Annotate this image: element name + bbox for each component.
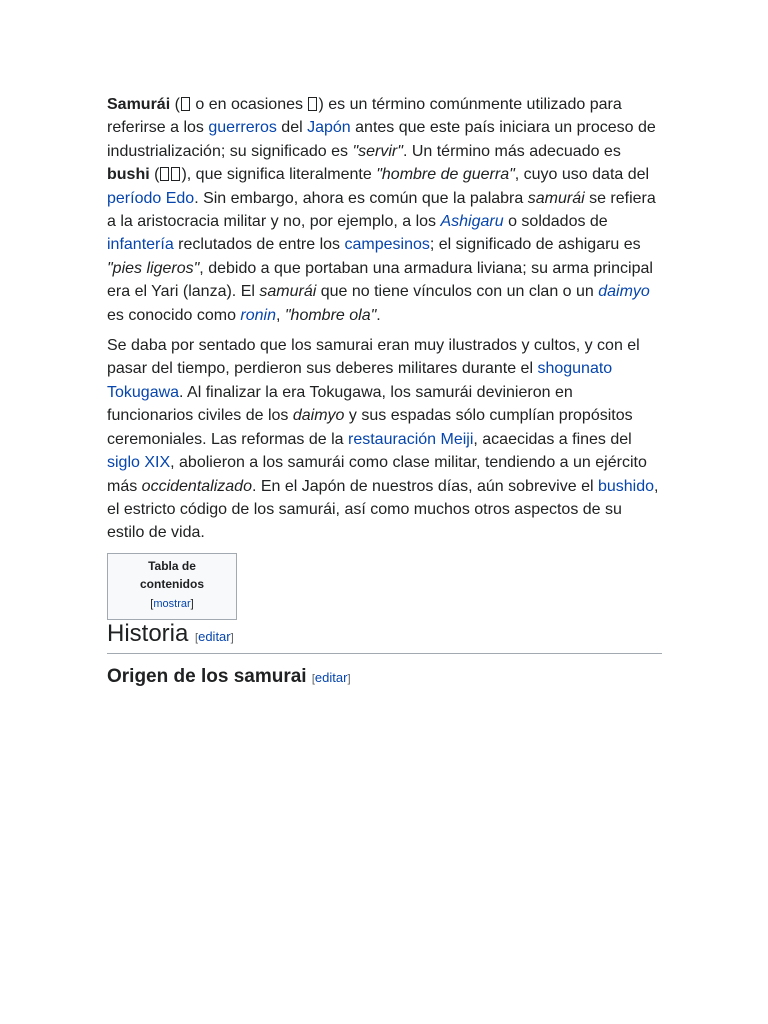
text-span: , abolieron a los samurái como clase militar, tendiendo a un ejército más [107, 454, 647, 495]
text-span: o en ocasiones [190, 96, 308, 113]
link-periodo-edo[interactable]: período Edo [107, 189, 195, 207]
text-span: . Sin embargo, ahora es común que la palabra [194, 189, 528, 207]
article-content [107, 93, 662, 692]
text-span: . En el Japón de nuestros días, aún sobrevive el [251, 477, 598, 495]
text-span: ( [170, 96, 180, 113]
edit-link-historia[interactable]: editar [198, 628, 231, 644]
text-span: , acaecidas a fines del [473, 430, 632, 448]
intro-paragraph-1 [107, 93, 662, 327]
text-span: . [376, 306, 381, 324]
term-samurai-italic: samurái [259, 283, 317, 301]
text-span: , [275, 306, 285, 324]
text-span: reclutados de entre los [173, 236, 345, 254]
cjk-glyph-icon [308, 97, 317, 111]
cjk-glyph-icon [181, 97, 190, 111]
link-guerreros[interactable]: guerreros [208, 119, 277, 137]
toc-toggle [115, 593, 229, 615]
section-heading-historia [107, 619, 662, 654]
bracket-open: [ [311, 672, 315, 685]
term-bushi: bushi [107, 166, 150, 184]
text-span: antes que este país iniciara un proceso de industrialización; su significado es [107, 119, 656, 160]
link-japon[interactable]: Japón [307, 119, 351, 137]
text-span: o soldados de [503, 213, 608, 231]
term-occidentalizado: occidentalizado [141, 477, 252, 495]
edit-section [195, 629, 234, 644]
bracket-close: ] [347, 672, 351, 685]
link-restauracion-meiji[interactable]: restauración Meiji [348, 430, 474, 448]
toc-show-link[interactable]: mostrar [153, 597, 191, 610]
link-ronin-text: ronin [240, 306, 276, 324]
text-span: , cuyo uso data del [514, 166, 650, 184]
link-ronin[interactable] [240, 307, 276, 324]
edit-link-origen[interactable]: editar [314, 669, 348, 685]
section-heading-origen [107, 664, 662, 692]
text-span: , el estricto código de los samurái, así como muchos otros aspectos de su estilo de vida. [107, 477, 659, 542]
bracket-close: ] [190, 597, 194, 610]
subsection-title: Origen de los samurai [107, 665, 307, 687]
text-span: del [276, 119, 308, 137]
text-span: . Un término más adecuado es [402, 142, 621, 160]
link-infanteria[interactable]: infantería [107, 236, 174, 254]
text-span: . Al finalizar la era Tokugawa, los samurái devinieron en funcionarios civiles de los [107, 383, 573, 425]
link-daimyo[interactable] [598, 283, 650, 300]
table-of-contents [107, 553, 237, 620]
text-span: y sus espadas sólo cumplían propósitos ceremoniales. Las reformas de la [107, 407, 633, 448]
text-span: ; el significado de ashigaru es [429, 236, 641, 254]
text-span: , debido a que portaban una armadura liviana; su arma principal era el Yari (lanza). El [107, 259, 653, 301]
cjk-glyph-icon [171, 167, 180, 181]
text-span: es conocido como [107, 306, 241, 324]
text-span: ( [149, 166, 160, 184]
text-span: ), que significa literalmente [181, 166, 377, 184]
link-ashigaru-text: Ashigaru [440, 213, 504, 231]
cjk-glyph-icon [160, 167, 169, 181]
bracket-open: [ [195, 631, 199, 644]
bracket-open: [ [150, 597, 154, 610]
link-siglo-xix[interactable]: siglo XIX [107, 454, 171, 472]
text-span: ) es un término comúnmente utilizado para referirse a los [107, 96, 622, 137]
text-span: se refiera a la aristocracia militar y no, por ejemplo, a los [107, 189, 656, 231]
quote-hombre-ola: "hombre ola" [284, 306, 377, 324]
quote-pies-ligeros: "pies ligeros" [107, 259, 200, 277]
link-daimyo-text: daimyo [598, 283, 650, 301]
term-samurai-italic: samurái [527, 189, 585, 207]
link-ashigaru[interactable] [440, 213, 503, 230]
link-shogunato-tokugawa[interactable]: shogunato Tokugawa [107, 360, 613, 401]
link-bushido[interactable]: bushido [597, 477, 655, 495]
intro-paragraph-2 [107, 334, 662, 545]
term-daimyo-italic: daimyo [292, 407, 345, 425]
quote-servir: "servir" [352, 142, 403, 160]
text-span: que no tiene vínculos con un clan o un [316, 283, 599, 301]
bracket-close: ] [230, 631, 234, 644]
quote-hombre-de-guerra: "hombre de guerra" [376, 166, 515, 184]
edit-section [312, 670, 351, 685]
link-campesinos[interactable]: campesinos [344, 236, 430, 254]
section-title: Historia [107, 619, 189, 647]
term-samurai: Samurái [107, 96, 171, 113]
toc-title: Tabla de contenidos [139, 558, 204, 591]
text-span: Se daba por sentado que los samurai eran muy ilustrados y cultos, y con el pasar del tiempo, perdieron sus deberes militares durante el [107, 337, 640, 378]
